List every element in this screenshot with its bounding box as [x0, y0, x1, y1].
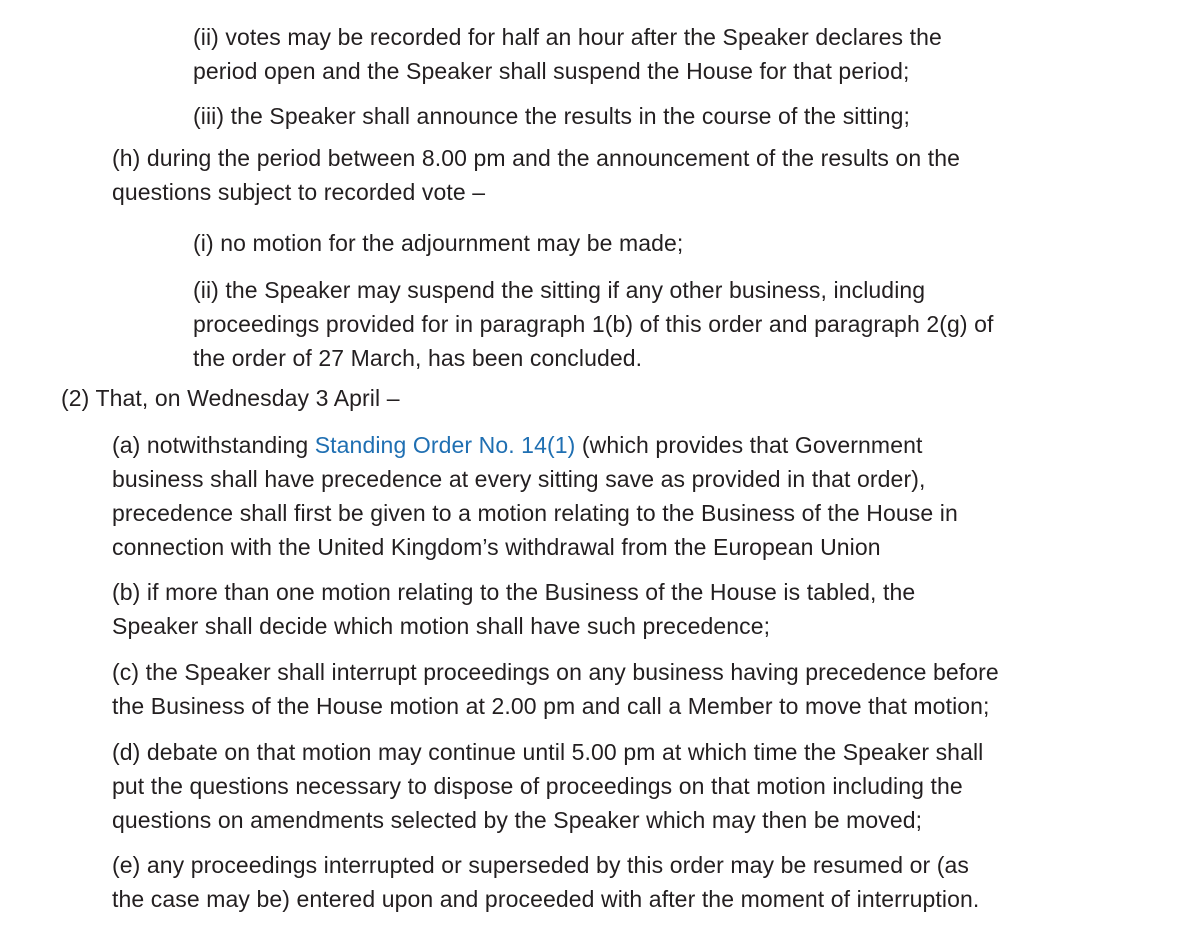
paragraph-g-ii: [193, 20, 942, 88]
text-line: Speaker shall decide which motion shall have such precedence;: [112, 613, 771, 639]
paragraph-2a: [112, 428, 958, 564]
text-line: questions subject to recorded vote –: [112, 179, 486, 205]
text-line: (2) That, on Wednesday 3 April –: [61, 385, 400, 411]
text-line: period open and the Speaker shall suspend the House for that period;: [193, 58, 910, 84]
text-line: connection with the United Kingdom’s withdrawal from the European Union: [112, 534, 881, 560]
text-line: questions on amendments selected by the Speaker which may then be moved;: [112, 807, 923, 833]
paragraph-2d: [112, 735, 983, 837]
paragraph-h-i: [193, 226, 683, 260]
paragraph-g-iii: [193, 99, 910, 133]
text-line: (c) the Speaker shall interrupt proceedings on any business having precedence before: [112, 659, 999, 685]
text-line: the case may be) entered upon and proceeded with after the moment of interruption.: [112, 886, 980, 912]
text-line: business shall have precedence at every sitting save as provided in that order),: [112, 466, 926, 492]
paragraph-2b: [112, 575, 915, 643]
text-line: [112, 428, 958, 462]
paragraph-h: [112, 141, 960, 209]
text-segment: (which provides that Government: [575, 432, 923, 458]
paragraph-2e: [112, 848, 979, 916]
text-line: put the questions necessary to dispose of proceedings on that motion including the: [112, 773, 963, 799]
standing-order-link[interactable]: Standing Order No. 14(1): [314, 432, 576, 458]
text-line: (iii) the Speaker shall announce the results in the course of the sitting;: [193, 103, 910, 129]
text-line: (h) during the period between 8.00 pm and the announcement of the results on the: [112, 145, 961, 171]
text-line: (i) no motion for the adjournment may be made;: [193, 230, 684, 256]
paragraph-2c: [112, 655, 999, 723]
text-line: (b) if more than one motion relating to the Business of the House is tabled, the: [112, 579, 916, 605]
paragraph-2: [61, 381, 400, 415]
text-line: the order of 27 March, has been concluded.: [193, 345, 643, 371]
text-line: the Business of the House motion at 2.00 pm and call a Member to move that motion;: [112, 693, 990, 719]
text-segment: (a) notwithstanding: [112, 432, 315, 458]
text-line: precedence shall first be given to a motion relating to the Business of the House in: [112, 500, 958, 526]
text-line: (d) debate on that motion may continue until 5.00 pm at which time the Speaker shall: [112, 739, 984, 765]
text-line: (ii) the Speaker may suspend the sitting if any other business, including: [193, 277, 926, 303]
text-line: (ii) votes may be recorded for half an hour after the Speaker declares the: [193, 24, 942, 50]
text-line: proceedings provided for in paragraph 1(b) of this order and paragraph 2(g) of: [193, 311, 994, 337]
text-line: (e) any proceedings interrupted or superseded by this order may be resumed or (as: [112, 852, 969, 878]
paragraph-h-ii: [193, 273, 994, 375]
